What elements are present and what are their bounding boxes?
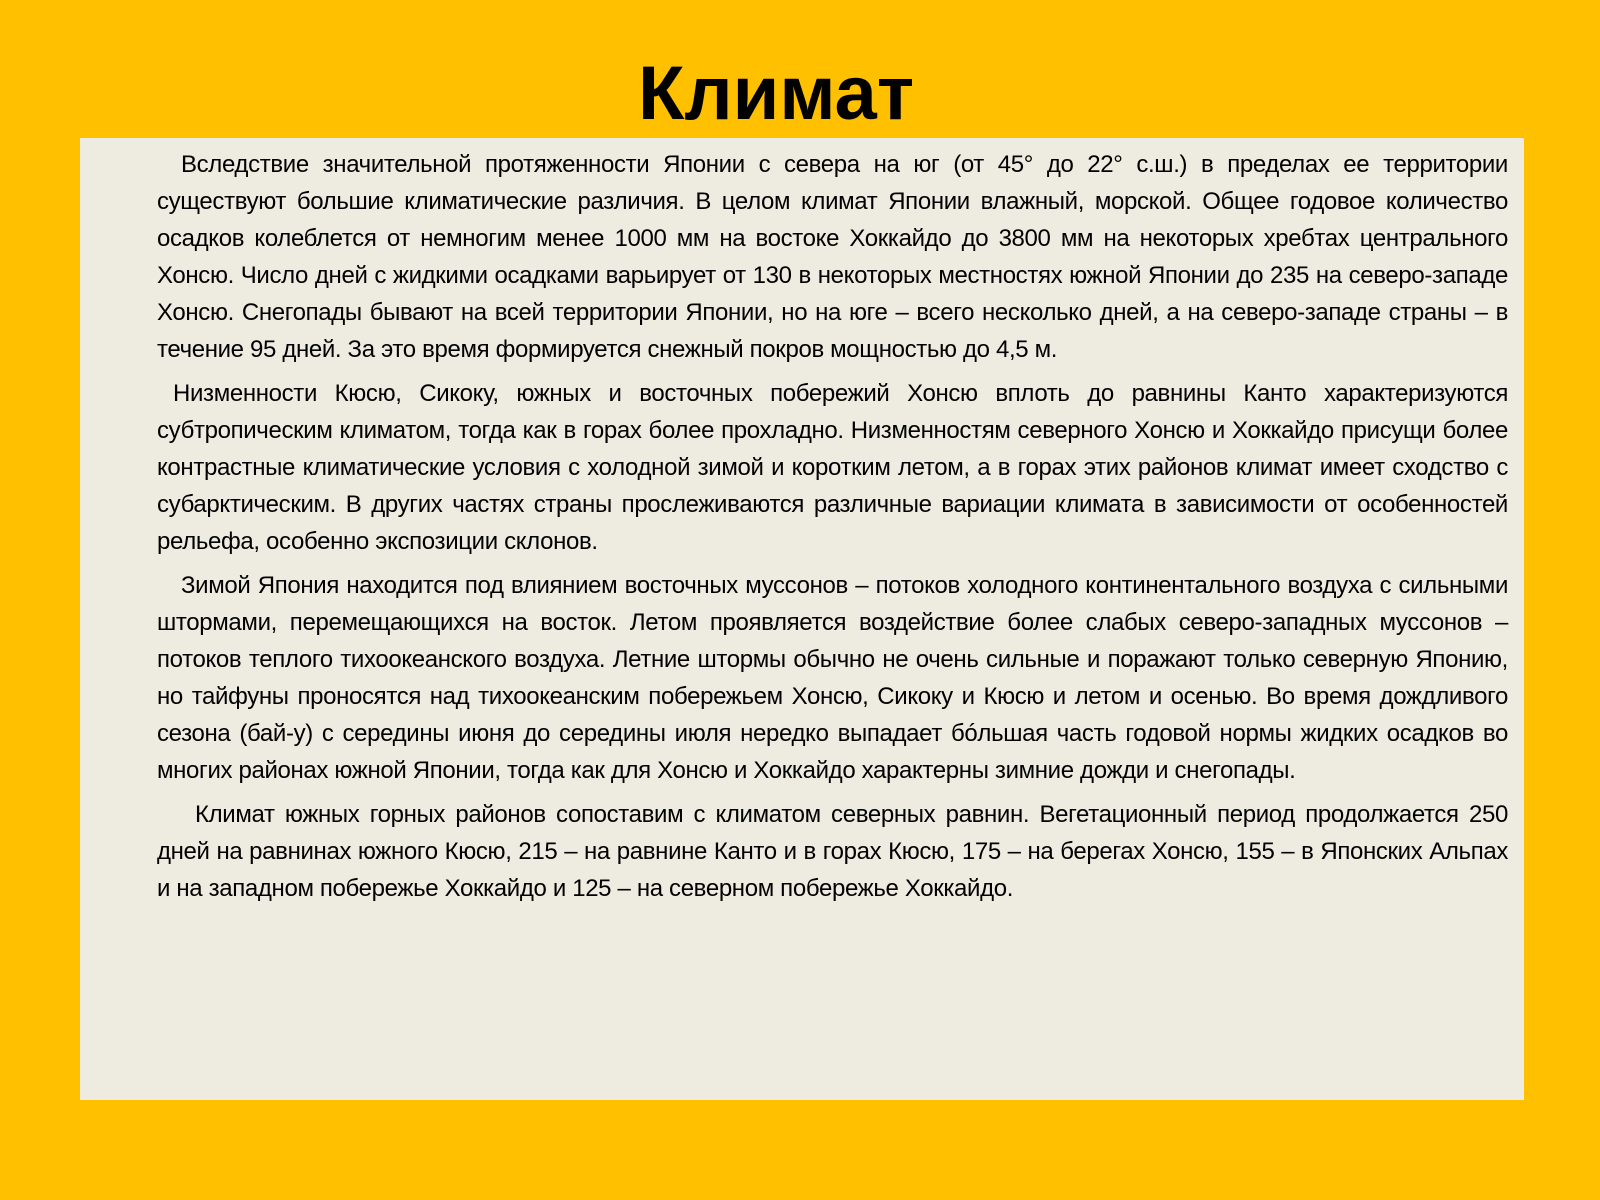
- slide-title: Климат: [637, 51, 915, 136]
- paragraph-4: Климат южных горных районов сопоставим с климатом северных равнин. Вегетационный период продолжается 250 дней на равнинах южного Кюсю, 215 – на равнине Канто и в горах Кюсю, 175 – на берегах Хонсю, 155 – в Японских Альпах и на западном побережье Хоккайдо и 125 – на северном побережье Хоккайдо.: [157, 801, 1508, 902]
- paragraph-3: Зимой Япония находится под влиянием восточных муссонов – потоков холодного континентального воздуха с сильными штормами, перемещающихся на восток. Летом проявляется воздействие более слабых северо-западных муссонов – потоков теплого тихоокеанского воздуха. Летние штормы обычно не очень сильные и поражают только северную Японию, но тайфуны проносятся над тихоокеанским побережьем Хонсю, Сикоку и Кюсю и летом и осенью. Во время дождливого сезона (бай-у) с середины июня до середины июля нередко выпадает бóльшая часть годовой нормы жидких осадков во многих районах южной Японии, тогда как для Хонсю и Хоккайдо характерны зимние дожди и снегопады.: [157, 572, 1508, 784]
- content-box: [80, 138, 1524, 1100]
- paragraph-1: Вследствие значительной протяженности Японии с севера на юг (от 45° до 22° с.ш.) в пределах ее территории существуют большие климатические различия. В целом климат Японии влажный, морской. Общее годовое количество осадков колеблется от немногим менее 1000 мм на востоке Хоккайдо до 3800 мм на некоторых хребтах центрального Хонсю. Число дней с жидкими осадками варьирует от 130 в некоторых местностях южной Японии до 235 на северо-западе Хонсю. Снегопады бывают на всей территории Японии, но на юге – всего несколько дней, а на северо-западе страны – в течение 95 дней. За это время формируется снежный покров мощностью до 4,5 м.: [157, 151, 1508, 363]
- paragraph-2: Низменности Кюсю, Сикоку, южных и восточных побережий Хонсю вплоть до равнины Канто характеризуются субтропическим климатом, тогда как в горах более прохладно. Низменностям северного Хонсю и Хоккайдо присущи более контрастные климатические условия с холодной зимой и коротким летом, а в горах этих районов климат имеет сходство с субарктическим. В других частях страны прослеживаются различные вариации климата в зависимости от особенностей рельефа, особенно экспозиции склонов.: [157, 380, 1508, 555]
